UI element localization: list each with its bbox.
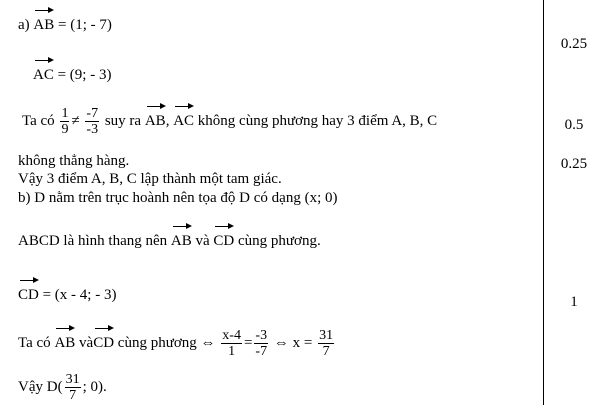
vay-d-text: Vậy D( bbox=[18, 378, 63, 395]
part-a-label: a) bbox=[18, 17, 30, 33]
ta-co-text: Ta có bbox=[22, 113, 55, 129]
fraction-numerator: 31 bbox=[65, 372, 80, 387]
score-0-25-a: 0.25 bbox=[560, 36, 588, 52]
cung-phuong-text: cùng phương. bbox=[238, 233, 321, 249]
vector-ab-value: = (1; - 7) bbox=[58, 17, 112, 33]
vector-ab: AB bbox=[54, 326, 75, 352]
fraction-denominator: 9 bbox=[61, 122, 69, 138]
fraction-minus7-minus3 bbox=[85, 106, 99, 137]
part-a-line5: Vậy 3 điểm A, B, C lập thành một tam giác. bbox=[18, 171, 282, 187]
part-b-cd-line bbox=[18, 278, 116, 304]
fraction-1-9 bbox=[60, 106, 69, 137]
vector-ab: AB bbox=[33, 8, 54, 34]
fraction-denominator: 1 bbox=[228, 344, 236, 360]
part-b-line1: b) D nằm trên trục hoành nên tọa độ D có dạng (x; 0) bbox=[18, 190, 338, 206]
ta-co-text: Ta có bbox=[18, 335, 51, 351]
suy-ra-text: suy ra bbox=[104, 113, 142, 129]
vector-ac: AC bbox=[33, 58, 54, 84]
equals-sign: = bbox=[243, 335, 253, 351]
vay-d-tail: ; 0). bbox=[82, 378, 107, 395]
part-a-ab-line bbox=[18, 8, 112, 34]
score-1: 1 bbox=[570, 294, 578, 310]
iff-x-equals: ⇔ x = bbox=[273, 335, 313, 351]
vector-ac-value: = (9; - 3) bbox=[57, 67, 112, 83]
vector-ac: AC bbox=[173, 104, 194, 130]
vector-cd: CD bbox=[93, 326, 114, 352]
part-b-final-line bbox=[18, 372, 107, 403]
part-b-trapezoid-line bbox=[18, 224, 321, 250]
vector-cd-value: = (x - 4; - 3) bbox=[42, 287, 117, 303]
part-b-equation-line bbox=[18, 326, 336, 359]
fraction-31-7 bbox=[318, 328, 334, 359]
conclusion-text: không cùng phương hay 3 điểm A, B, C bbox=[197, 113, 438, 129]
part-a-ac-line bbox=[33, 58, 111, 84]
fraction-minus3-minus7 bbox=[254, 328, 268, 359]
fraction-numerator: -7 bbox=[86, 106, 99, 122]
vector-ab: AB bbox=[145, 104, 166, 130]
trapezoid-text: ABCD là hình thang nên bbox=[18, 233, 168, 249]
cung-phuong-iff: cùng phương ⇔ bbox=[117, 335, 216, 351]
part-a-line4: không thẳng hàng. bbox=[18, 153, 130, 169]
fraction-numerator: 31 bbox=[319, 328, 334, 344]
va-text: và bbox=[79, 335, 94, 351]
fraction-denominator: 7 bbox=[69, 388, 77, 403]
not-equal-sign: ≠ bbox=[71, 113, 80, 129]
score-0-25-b: 0.25 bbox=[560, 156, 588, 172]
vector-cd: CD bbox=[213, 224, 234, 250]
fraction-numerator: 1 bbox=[61, 106, 69, 122]
fraction-denominator: -7 bbox=[255, 344, 268, 360]
fraction-31-7 bbox=[65, 372, 81, 403]
vector-ab: AB bbox=[171, 224, 192, 250]
fraction-x-4-over-1 bbox=[221, 328, 242, 359]
fraction-numerator: x-4 bbox=[222, 328, 241, 344]
vector-cd: CD bbox=[18, 278, 39, 304]
fraction-numerator: -3 bbox=[255, 328, 268, 344]
part-a-ratio-line: Ta có $\frac{1}{9}$ ≠ $\frac{-7}{-3}$ suy ra AB, AC không cùng phương hay 3 điểm A, B, C bbox=[22, 104, 437, 137]
fraction-denominator: 7 bbox=[322, 344, 330, 360]
va-text: và bbox=[195, 233, 210, 249]
fraction-denominator: -3 bbox=[86, 122, 99, 138]
score-0-5: 0.5 bbox=[564, 117, 584, 133]
score-column-divider bbox=[543, 0, 544, 405]
